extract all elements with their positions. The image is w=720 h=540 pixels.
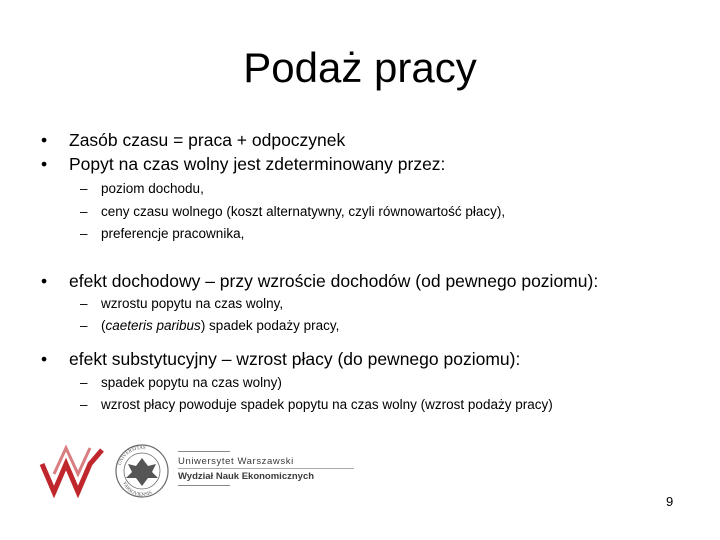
sub-bullet-text [101,317,339,335]
sub-bullet-text: wzrostu popytu na czas wolny, [101,296,284,311]
bullet-text: Zasób czasu = praca + odpoczynek [69,130,346,150]
bullet-text: Popyt na czas wolny jest zdeterminowany przez: [69,154,446,174]
italic-phrase: caeteris paribus [105,318,201,333]
dash-marker: – [80,397,88,412]
bullet-text: efekt dochodowy – przy wzroście dochodów (od pewnego poziomu): [69,271,599,291]
dash-marker: – [80,204,88,219]
logo-top-rule [178,451,230,452]
bullet-text: efekt substytucyjny – wzrost płacy (do pewnego poziomu): [69,349,521,369]
bullet-marker: • [41,154,48,174]
sub-bullet-text: wzrost płacy powoduje spadek popytu na czas wolny (wzrost podaży pracy) [101,397,553,412]
bullet-marker: • [41,349,48,369]
logo-mid-rule [178,468,354,469]
logo-bottom-rule [178,485,230,486]
university-name: Uniwersytet Warszawski [178,456,294,467]
dash-marker: – [80,226,88,241]
bullet-marker: • [41,130,48,150]
seal-text-top: UNIVERSITAS [117,445,146,467]
eagle-emblem-icon [126,458,158,486]
faculty-name: Wydział Nauk Ekonomicznych [178,471,315,482]
slide-title: Podaż pracy [243,44,477,91]
wne-zigzag-accent [54,448,90,474]
paren-open: ( [101,318,106,333]
sub-bullet-text: spadek popytu na czas wolny) [101,375,282,390]
sub-bullet-text: ceny czasu wolnego (koszt alternatywny, czyli równowartość płacy), [101,204,506,219]
page-number: 9 [666,494,674,509]
wne-logo-icon [38,440,108,502]
sub-bullet-text-rest: ) spadek podaży pracy, [200,318,340,333]
dash-marker: – [80,181,88,196]
sub-bullet-text: poziom dochodu, [101,181,204,196]
wne-zigzag-mark [42,450,102,492]
bullet-marker: • [41,271,48,291]
seal-text-bottom: VARSOVIENSIS [121,481,154,499]
dash-marker: – [80,375,88,390]
faculty-logo [38,440,368,502]
university-seal-icon [110,440,174,502]
dash-marker: – [80,318,88,333]
dash-marker: – [80,296,88,311]
sub-bullet-text: preferencje pracownika, [101,226,245,241]
